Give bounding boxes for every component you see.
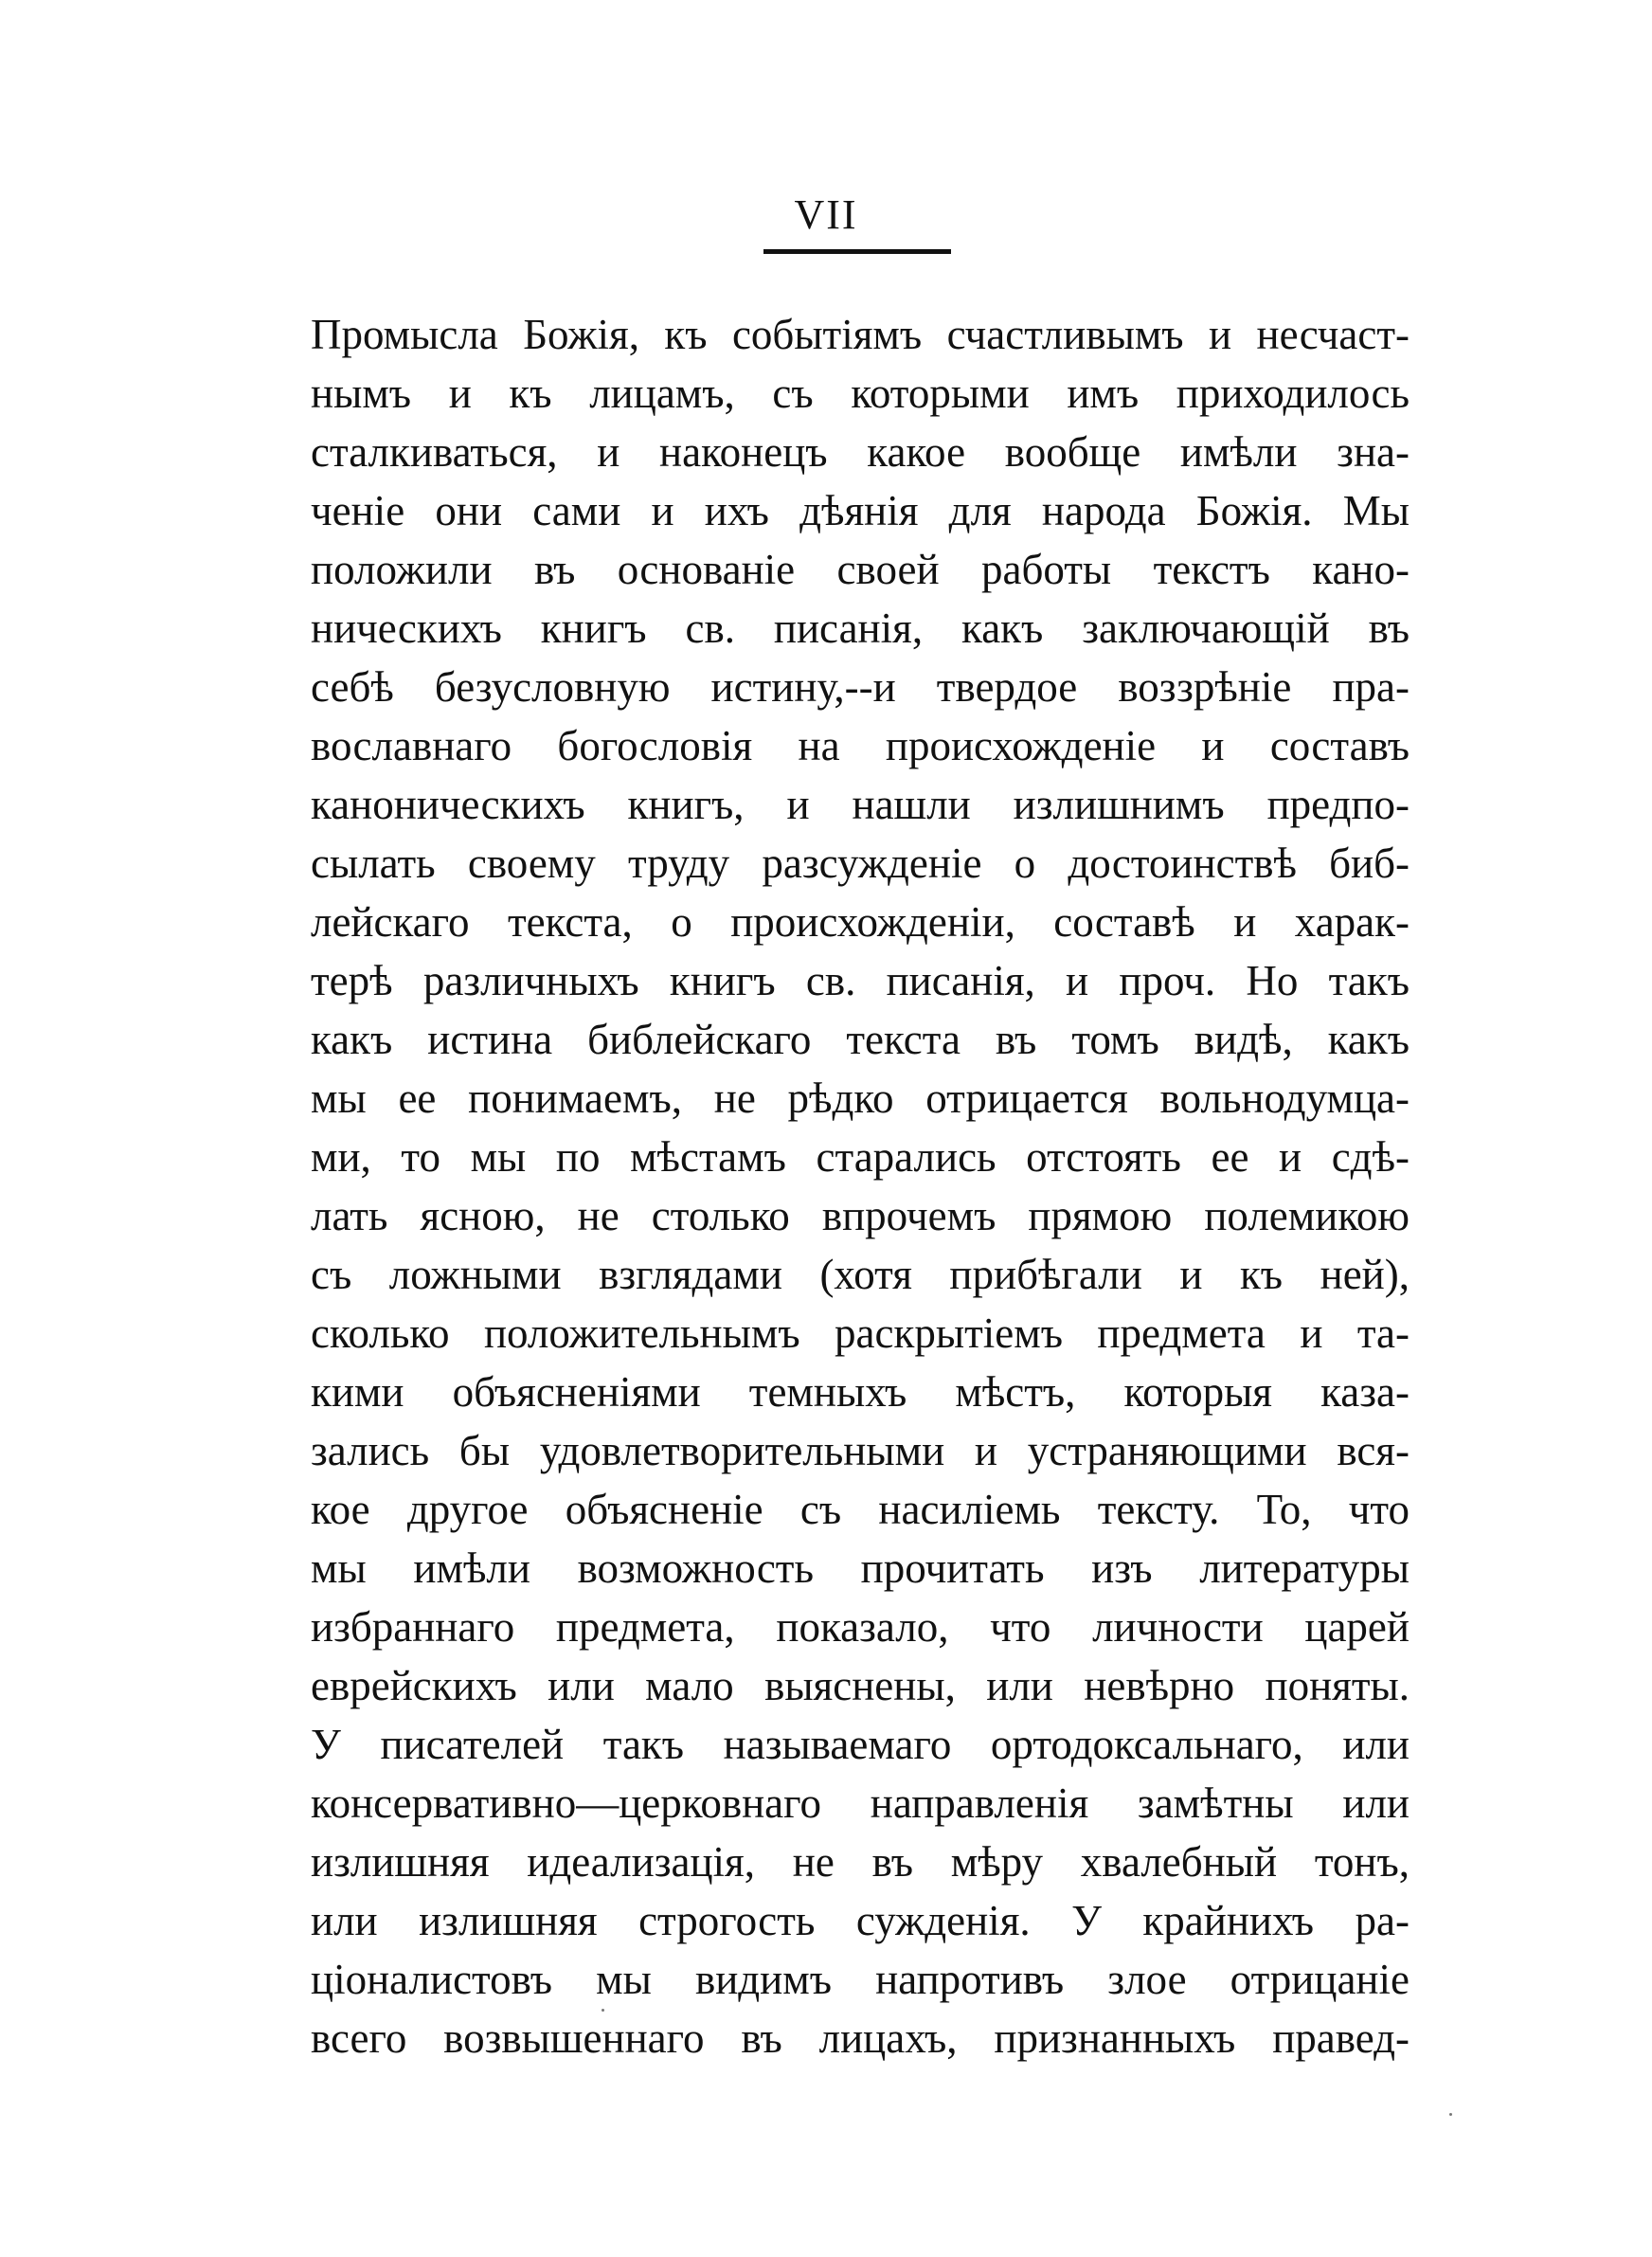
page-number: VII: [794, 191, 858, 238]
text-line: всего возвышеннаго въ лицахъ, признанныхъ правед-: [311, 2014, 1410, 2062]
text-line: ченіе они сами и ихъ дѣянія для народа Божія. Мы: [311, 487, 1410, 534]
text-line: съ ложными взглядами (хотя прибѣгали и къ ней),: [311, 1251, 1410, 1298]
text-line: себѣ безусловную истину,--и твердое воззрѣніе пра-: [311, 663, 1410, 711]
text-line: сталкиваться, и наконецъ какое вообще имѣли зна-: [311, 428, 1410, 476]
text-line: терѣ различныхъ книгъ св. писанія, и проч. Но такъ: [311, 957, 1410, 1004]
text-line: сылать своему труду разсужденіе о достоинствѣ биб-: [311, 840, 1410, 887]
text-line: избраннаго предмета, показало, что личности царей: [311, 1603, 1410, 1651]
text-line: или излишняя строгость сужденія. У крайнихъ ра-: [311, 1897, 1410, 1944]
text-line: У писателей такъ называемаго ортодоксальнаго, или: [311, 1721, 1410, 1768]
text-line: кими объясненіями темныхъ мѣстъ, которыя каза-: [311, 1368, 1410, 1416]
scan-speck: [1449, 2113, 1452, 2116]
text-line: еврейскихъ или мало выяснены, или невѣрно поняты.: [311, 1662, 1410, 1709]
text-line: положили въ основаніе своей работы текстъ кано-: [311, 546, 1410, 593]
text-line: консервативно—церковнаго направленія замѣтны или: [311, 1779, 1410, 1827]
text-line: лать ясною, не столько впрочемъ прямою полемикою: [311, 1192, 1410, 1239]
text-line: каноническихъ книгъ, и нашли излишнимъ предпо-: [311, 781, 1410, 828]
body-text: [311, 305, 1410, 2067]
header-rule: [763, 249, 951, 254]
text-line: сколько положительнымъ раскрытіемъ предмета и та-: [311, 1309, 1410, 1357]
text-line: кое другое объясненіе съ насиліемь тексту. То, что: [311, 1486, 1410, 1533]
text-line: нымъ и къ лицамъ, съ которыми имъ приходилось: [311, 370, 1410, 417]
scan-speck: [602, 2009, 604, 2012]
text-line: мы имѣли возможность прочитать изъ литературы: [311, 1544, 1410, 1592]
text-line: Промысла Божія, къ событіямъ счастливымъ и несчаст-: [311, 311, 1410, 358]
text-line: ми, то мы по мѣстамъ старались отстоять ее и сдѣ-: [311, 1133, 1410, 1181]
text-line: лейскаго текста, о происхожденіи, составѣ и харак-: [311, 898, 1410, 946]
text-line: ническихъ книгъ св. писанія, какъ заключающій въ: [311, 605, 1410, 652]
text-line: излишняя идеализація, не въ мѣру хвалебный тонъ,: [311, 1838, 1410, 1886]
text-line: ціоналистовъ мы видимъ напротивъ злое отрицаніе: [311, 1956, 1410, 2003]
text-line: мы ее понимаемъ, не рѣдко отрицается вольнодумца-: [311, 1074, 1410, 1122]
text-line: зались бы удовлетворительными и устраняющими вся-: [311, 1427, 1410, 1474]
text-line: вославнаго богословія на происхожденіе и составъ: [311, 722, 1410, 769]
text-line: какъ истина библейскаго текста въ томъ видѣ, какъ: [311, 1016, 1410, 1063]
